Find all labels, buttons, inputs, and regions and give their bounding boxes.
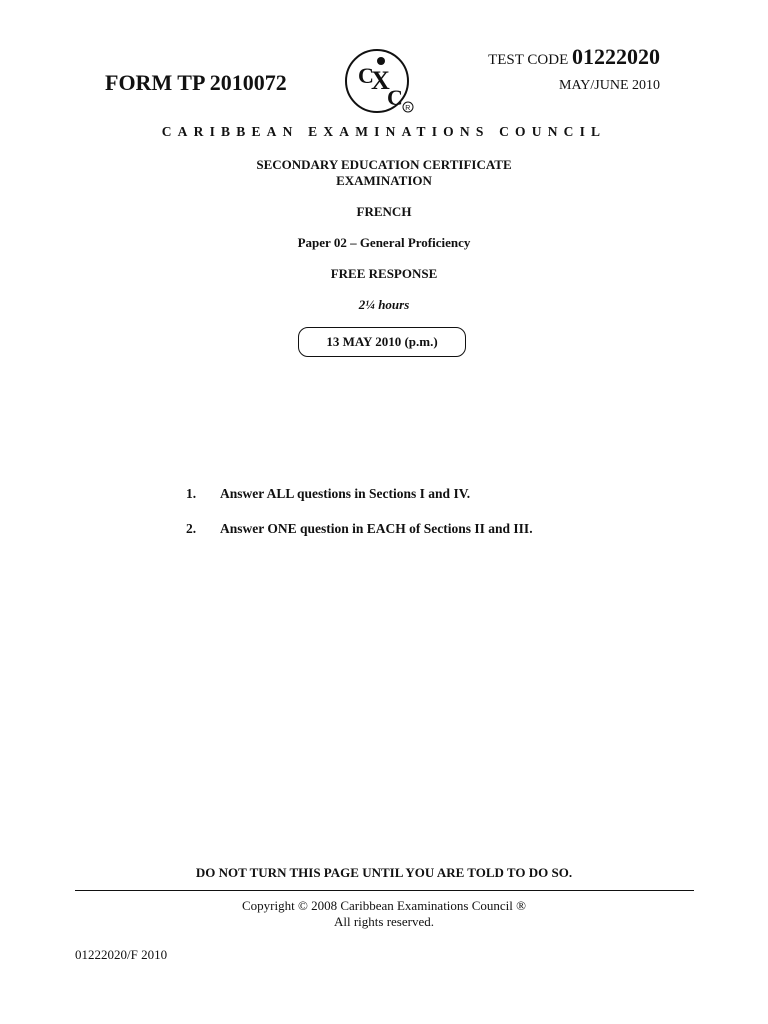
instruction-item bbox=[186, 486, 533, 502]
test-code-label: TEST CODE bbox=[488, 52, 569, 68]
exam-title-line2: EXAMINATION bbox=[336, 173, 432, 188]
warning-notice: DO NOT TURN THIS PAGE UNTIL YOU ARE TOLD TO DO SO. bbox=[195, 865, 573, 880]
paper-title: Paper 02 – General Proficiency bbox=[297, 235, 471, 250]
form-code: FORM TP 2010072 bbox=[105, 70, 287, 95]
instruction-text: Answer ALL questions in Sections I and IV. bbox=[220, 486, 471, 501]
page-code: 01222020/F 2010 bbox=[75, 947, 168, 962]
copyright-line2: All rights reserved. bbox=[333, 914, 434, 929]
svg-text:X: X bbox=[371, 66, 390, 95]
test-code-number: 01222020 bbox=[572, 44, 660, 69]
copyright-notice bbox=[0, 898, 768, 930]
exam-title bbox=[0, 157, 768, 189]
exam-date: 13 MAY 2010 (p.m.) bbox=[298, 327, 466, 357]
svg-text:C: C bbox=[358, 63, 374, 88]
cxc-logo-icon bbox=[341, 47, 417, 119]
copyright-line1: Copyright © 2008 Caribbean Examinations Council ® bbox=[241, 898, 527, 913]
instruction-number: 1. bbox=[186, 486, 197, 501]
response-type: FREE RESPONSE bbox=[330, 266, 438, 281]
svg-text:R: R bbox=[405, 105, 411, 112]
subject: FRENCH bbox=[356, 204, 412, 219]
divider bbox=[75, 890, 694, 891]
instruction-number: 2. bbox=[186, 521, 197, 536]
exam-duration: 2¼ hours bbox=[358, 297, 410, 312]
instructions-list bbox=[186, 486, 533, 556]
test-code bbox=[488, 44, 660, 70]
instruction-text: Answer ONE question in EACH of Sections II and III. bbox=[220, 521, 533, 536]
svg-text:C: C bbox=[387, 85, 403, 110]
exam-session: MAY/JUNE 2010 bbox=[559, 78, 660, 93]
exam-title-line1: SECONDARY EDUCATION CERTIFICATE bbox=[256, 157, 512, 172]
instruction-item bbox=[186, 521, 533, 537]
council-name: CARIBBEAN EXAMINATIONS COUNCIL bbox=[161, 124, 607, 139]
